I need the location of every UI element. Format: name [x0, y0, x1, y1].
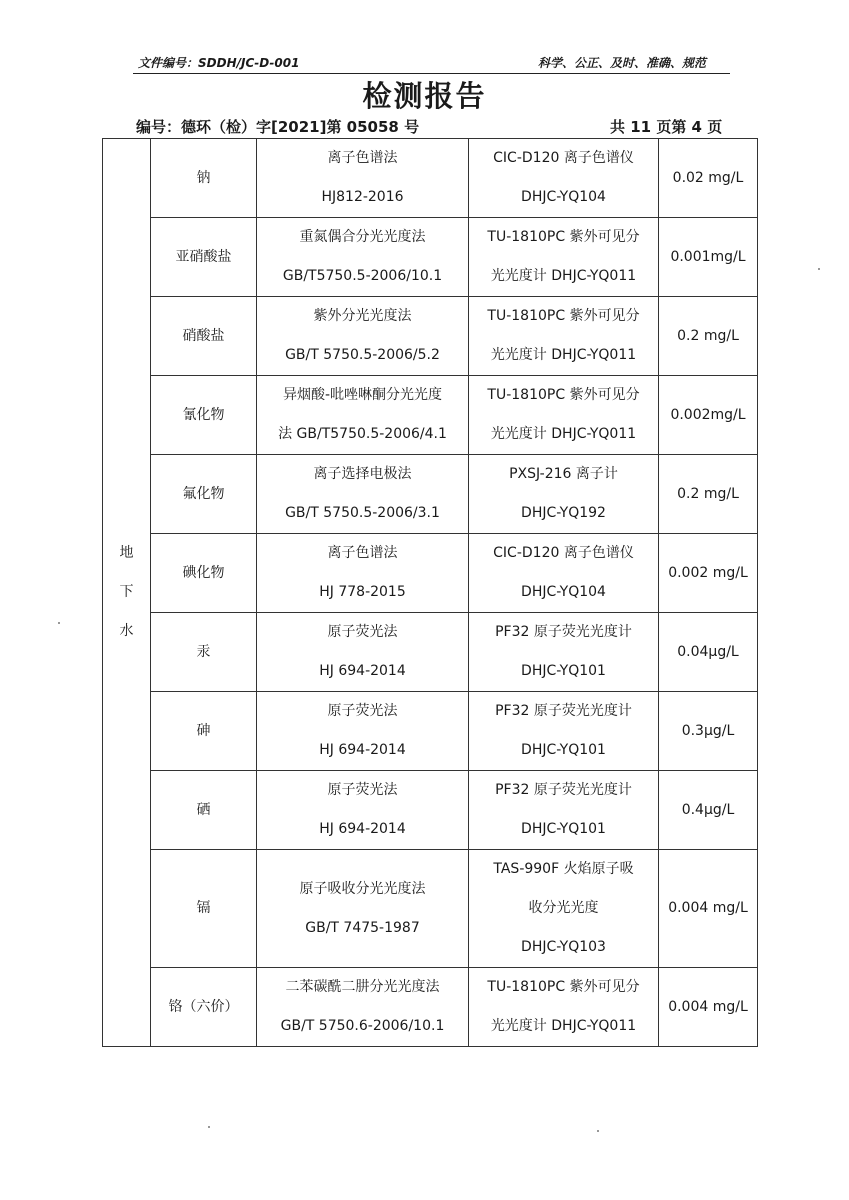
- method-line: GB/T 5750.5-2006/3.1: [285, 505, 440, 521]
- motto: 科学、公正、及时、准确、规范: [538, 56, 707, 70]
- method-line: 离子选择电极法: [313, 466, 412, 482]
- method-line: 紫外分光光度法: [313, 308, 412, 324]
- table-row: [103, 455, 758, 534]
- table-row: [103, 850, 758, 968]
- item-name: 汞: [151, 613, 257, 692]
- instrument-line: TU-1810PC 紫外可见分: [487, 387, 640, 403]
- method-cell: [257, 297, 469, 376]
- method-line: HJ 694-2014: [319, 742, 406, 758]
- table-row: [103, 613, 758, 692]
- instrument-cell: [469, 850, 659, 968]
- instrument-cell: [469, 139, 659, 218]
- detection-limit: 0.004 mg/L: [659, 850, 758, 968]
- method-cell: [257, 218, 469, 297]
- table-row: [103, 692, 758, 771]
- method-cell: [257, 455, 469, 534]
- instrument-line: DHJC-YQ104: [521, 584, 606, 600]
- detection-limit: 0.4μg/L: [659, 771, 758, 850]
- method-line: GB/T 7475-1987: [305, 919, 420, 936]
- instrument-line: DHJC-YQ101: [521, 742, 606, 758]
- report-number: 编号：德环（检）字[2021]第 05058 号: [136, 118, 420, 136]
- method-line: 二苯碳酰二肼分光光度法: [285, 979, 440, 995]
- instrument-line: PF32 原子荧光光度计: [495, 703, 632, 719]
- item-name: 碘化物: [151, 534, 257, 613]
- instrument-line: PXSJ-216 离子计: [509, 466, 618, 482]
- method-line: 原子荧光法: [327, 782, 398, 798]
- method-cell: [257, 692, 469, 771]
- instrument-cell: [469, 297, 659, 376]
- table-row: [103, 968, 758, 1047]
- instrument-line: DHJC-YQ101: [521, 821, 606, 837]
- detection-limit: 0.004 mg/L: [659, 968, 758, 1047]
- instrument-line: TAS-990F 火焰原子吸: [493, 861, 634, 877]
- instrument-line: DHJC-YQ103: [521, 939, 606, 955]
- method-cell: [257, 771, 469, 850]
- method-cell: [257, 968, 469, 1047]
- method-cell: [257, 613, 469, 692]
- detection-limit: 0.3μg/L: [659, 692, 758, 771]
- page-title: 检测报告: [362, 79, 487, 113]
- method-line: HJ 778-2015: [319, 584, 406, 600]
- method-line: 法 GB/T5750.5-2006/4.1: [278, 426, 447, 442]
- method-line: 原子吸收分光光度法: [299, 880, 426, 897]
- item-name: 砷: [151, 692, 257, 771]
- scan-speck: [58, 622, 60, 624]
- method-line: GB/T5750.5-2006/10.1: [282, 268, 443, 284]
- instrument-line: 收分光光度: [528, 900, 599, 916]
- scan-speck: [597, 1130, 599, 1132]
- instrument-line: DHJC-YQ101: [521, 663, 606, 679]
- table-row: [103, 771, 758, 850]
- method-line: HJ812-2016: [321, 189, 404, 205]
- instrument-line: 光光度计 DHJC-YQ011: [490, 426, 637, 442]
- method-line: HJ 694-2014: [319, 663, 406, 679]
- detection-limit: 0.2 mg/L: [659, 455, 758, 534]
- detection-limit: 0.02 mg/L: [659, 139, 758, 218]
- method-line: 异烟酸-吡唑啉酮分光光度: [282, 387, 443, 403]
- instrument-line: TU-1810PC 紫外可见分: [487, 979, 640, 995]
- table-row: [103, 139, 758, 218]
- instrument-line: PF32 原子荧光光度计: [495, 782, 632, 798]
- method-line: GB/T 5750.6-2006/10.1: [280, 1018, 445, 1034]
- instrument-cell: [469, 218, 659, 297]
- instrument-line: DHJC-YQ192: [521, 505, 606, 521]
- instrument-line: TU-1810PC 紫外可见分: [487, 308, 640, 324]
- method-line: 离子色谱法: [327, 545, 398, 561]
- detection-limit: 0.04μg/L: [659, 613, 758, 692]
- table-row: [103, 297, 758, 376]
- instrument-line: DHJC-YQ104: [521, 189, 606, 205]
- instrument-cell: [469, 376, 659, 455]
- sample-matrix-char: 水: [119, 623, 134, 639]
- sample-matrix-cell: [103, 139, 151, 1047]
- table-row: [103, 376, 758, 455]
- item-name: 钠: [151, 139, 257, 218]
- item-name: 氰化物: [151, 376, 257, 455]
- page-counter: 共 11 页第 4 页: [610, 118, 723, 136]
- instrument-line: PF32 原子荧光光度计: [495, 624, 632, 640]
- method-line: 离子色谱法: [327, 150, 398, 166]
- item-name: 硒: [151, 771, 257, 850]
- sample-matrix-char: 地: [119, 545, 134, 561]
- detection-limit: 0.2 mg/L: [659, 297, 758, 376]
- instrument-line: 光光度计 DHJC-YQ011: [490, 347, 637, 363]
- instrument-line: CIC-D120 离子色谱仪: [493, 150, 634, 166]
- instrument-cell: [469, 613, 659, 692]
- instrument-cell: [469, 968, 659, 1047]
- detection-limit: 0.002 mg/L: [659, 534, 758, 613]
- item-name: 氟化物: [151, 455, 257, 534]
- file-number: 文件编号：SDDH/JC-D-001: [138, 56, 300, 70]
- table-row: [103, 218, 758, 297]
- table-row: [103, 534, 758, 613]
- item-name: 铬（六价）: [151, 968, 257, 1047]
- scan-speck: [208, 1126, 210, 1128]
- method-line: 原子荧光法: [327, 703, 398, 719]
- detection-limit: 0.001mg/L: [659, 218, 758, 297]
- method-cell: [257, 534, 469, 613]
- method-line: 重氮偶合分光光度法: [299, 229, 426, 245]
- method-cell: [257, 139, 469, 218]
- instrument-line: 光光度计 DHJC-YQ011: [490, 1018, 637, 1034]
- method-line: 原子荧光法: [327, 624, 398, 640]
- instrument-cell: [469, 692, 659, 771]
- results-table: [102, 138, 758, 1047]
- item-name: 硝酸盐: [151, 297, 257, 376]
- method-cell: [257, 376, 469, 455]
- method-line: GB/T 5750.5-2006/5.2: [285, 347, 440, 363]
- method-cell: [257, 850, 469, 968]
- scan-speck: [818, 268, 820, 270]
- item-name: 镉: [151, 850, 257, 968]
- instrument-cell: [469, 534, 659, 613]
- detection-limit: 0.002mg/L: [659, 376, 758, 455]
- instrument-cell: [469, 771, 659, 850]
- instrument-cell: [469, 455, 659, 534]
- instrument-line: 光光度计 DHJC-YQ011: [490, 268, 637, 284]
- sample-matrix-char: 下: [119, 584, 134, 600]
- method-line: HJ 694-2014: [319, 821, 406, 837]
- instrument-line: CIC-D120 离子色谱仪: [493, 545, 634, 561]
- item-name: 亚硝酸盐: [151, 218, 257, 297]
- instrument-line: TU-1810PC 紫外可见分: [487, 229, 640, 245]
